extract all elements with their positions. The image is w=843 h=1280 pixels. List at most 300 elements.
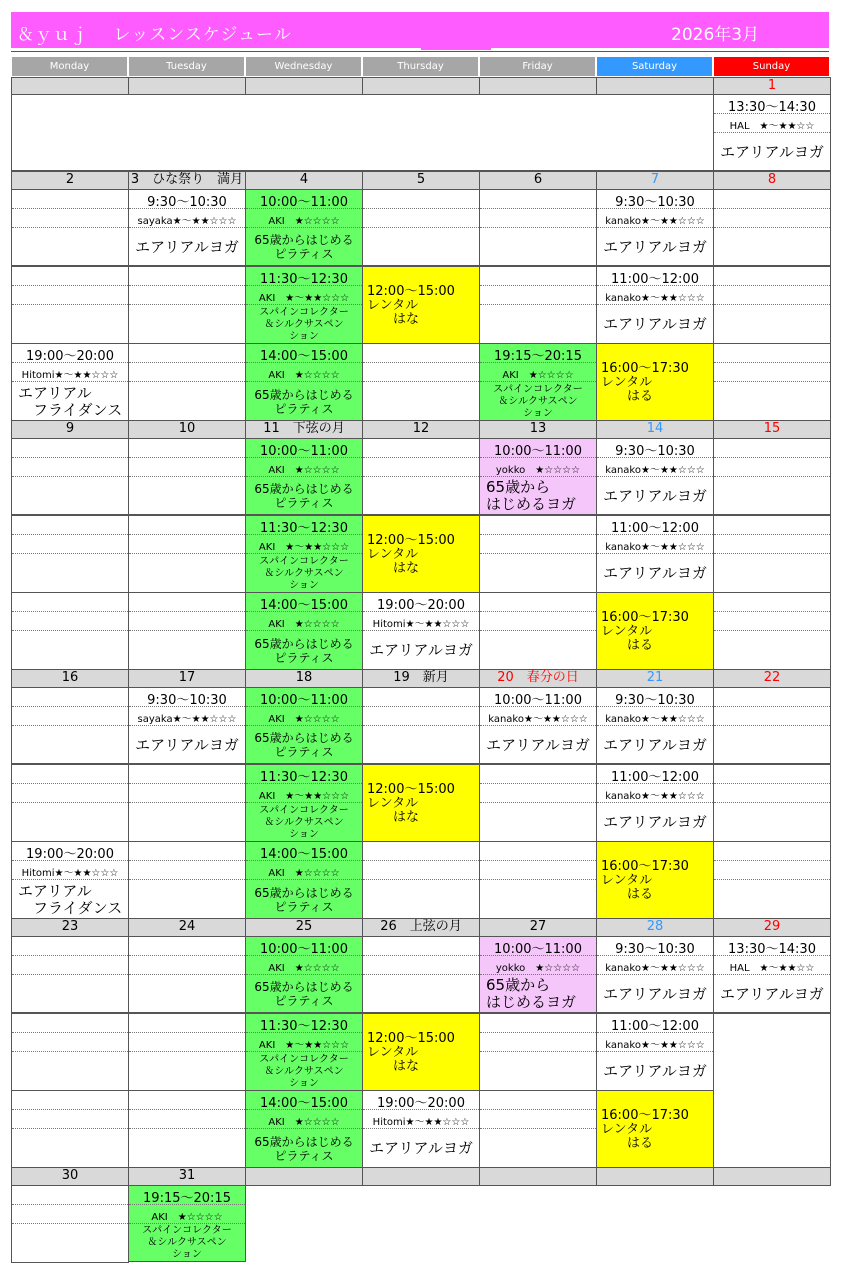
date-cell: 19 新月 — [362, 669, 480, 688]
dotted-divider — [12, 208, 128, 209]
page-title: ＆ｙｕｊ レッスンスケジュール — [17, 25, 292, 45]
empty-slot — [128, 764, 246, 842]
dotted-divider — [363, 227, 479, 228]
day-header-monday: Monday — [11, 56, 128, 77]
dotted-divider — [714, 611, 830, 612]
dotted-divider — [12, 955, 128, 956]
dotted-divider — [480, 783, 596, 784]
empty-slot — [713, 189, 831, 266]
lesson-block[interactable] — [596, 764, 714, 842]
empty-slot — [479, 515, 597, 593]
class-name: エアリアル フライダンス — [18, 383, 123, 419]
dotted-divider — [129, 476, 245, 477]
class-name: スパインコレクター ＆シルクサスペン ション — [493, 383, 583, 419]
dotted-divider — [714, 974, 830, 975]
date-cell: 10 — [128, 420, 246, 439]
instructor-level: AKI ★☆☆☆☆ — [502, 370, 574, 381]
lesson-time: 10:00～11:00 — [260, 195, 348, 210]
dotted-divider — [129, 362, 245, 363]
class-name: エアリアル フライダンス — [18, 881, 123, 917]
empty-slot — [479, 189, 597, 266]
lesson-block[interactable] — [245, 438, 363, 515]
date-cell: 2 — [11, 171, 129, 190]
instructor-level: AKI ★☆☆☆☆ — [268, 619, 340, 630]
instructor-level: kanako★～★★☆☆☆ — [605, 963, 705, 974]
lesson-block[interactable] — [362, 592, 480, 670]
dotted-divider — [246, 974, 362, 975]
dotted-divider — [714, 783, 830, 784]
instructor-level: kanako★～★★☆☆☆ — [605, 791, 705, 802]
dotted-divider — [246, 802, 362, 803]
date-cell: 13 — [479, 420, 597, 439]
rental-text: 16:00～17:30 レンタル はる — [601, 858, 689, 902]
instructor-level: AKI ★☆☆☆☆ — [268, 963, 340, 974]
dotted-divider — [12, 381, 128, 382]
class-name: 65歳から はじめるヨガ — [486, 478, 577, 513]
instructor-level: kanako★～★★☆☆☆ — [605, 216, 705, 227]
dotted-divider — [480, 802, 596, 803]
rental-block[interactable] — [596, 592, 714, 670]
lesson-time: 9:30～10:30 — [615, 693, 695, 708]
rental-block[interactable] — [596, 841, 714, 919]
class-name: エアリアルヨガ — [603, 315, 707, 333]
dotted-divider — [714, 860, 830, 861]
class-name: エアリアルヨガ — [135, 735, 239, 754]
empty-slot — [713, 687, 831, 764]
rental-block[interactable] — [362, 764, 480, 842]
day-header-saturday: Saturday — [596, 56, 713, 77]
empty-slot — [362, 841, 480, 919]
day-header-sunday: Sunday — [713, 56, 830, 77]
lesson-block[interactable] — [11, 343, 129, 421]
day-header-thursday: Thursday — [362, 56, 479, 77]
calendar-grid — [11, 56, 830, 1262]
empty-slot — [11, 687, 129, 764]
lesson-block[interactable] — [245, 515, 363, 593]
rental-text: 16:00～17:30 レンタル はる — [601, 360, 689, 404]
date-cell: 4 — [245, 171, 363, 190]
dotted-divider — [363, 381, 479, 382]
empty-slot — [713, 515, 831, 593]
instructor-level: AKI ★☆☆☆☆ — [268, 216, 340, 227]
dotted-divider — [12, 534, 128, 535]
rental-block[interactable] — [596, 343, 714, 421]
instructor-level: AKI ★☆☆☆☆ — [151, 1212, 223, 1223]
dotted-divider — [363, 208, 479, 209]
dotted-divider — [12, 879, 128, 880]
class-name: 65歳から はじめるヨガ — [486, 976, 577, 1011]
dotted-divider — [246, 1051, 362, 1052]
dotted-divider — [12, 725, 128, 726]
instructor-level: kanako★～★★☆☆☆ — [605, 1040, 705, 1051]
lesson-block[interactable] — [596, 266, 714, 344]
lesson-time: 19:00～20:00 — [26, 349, 114, 364]
dotted-divider — [12, 1051, 128, 1052]
lesson-block[interactable] — [713, 936, 831, 1013]
lesson-time: 14:00～15:00 — [260, 847, 348, 862]
lesson-time: 9:30～10:30 — [147, 195, 227, 210]
empty-slot — [11, 515, 129, 593]
dotted-divider — [714, 725, 830, 726]
class-name: エアリアルヨガ — [603, 564, 707, 582]
dotted-divider — [714, 304, 830, 305]
dotted-divider — [246, 227, 362, 228]
empty-slot — [11, 189, 129, 266]
date-cell: 11 下弦の月 — [245, 420, 363, 439]
empty-slot — [713, 343, 831, 421]
lesson-time: 19:00～20:00 — [377, 1096, 465, 1111]
lesson-block[interactable] — [596, 936, 714, 1013]
dotted-divider — [480, 725, 596, 726]
dotted-divider — [129, 611, 245, 612]
dotted-divider — [12, 802, 128, 803]
lesson-block[interactable] — [245, 343, 363, 421]
dotted-divider — [129, 630, 245, 631]
dotted-divider — [129, 553, 245, 554]
dotted-divider — [714, 534, 830, 535]
date-cell: 27 — [479, 918, 597, 937]
dotted-divider — [714, 362, 830, 363]
dotted-divider — [12, 285, 128, 286]
month-label: 2026年3月 — [671, 25, 760, 45]
dotted-divider — [12, 553, 128, 554]
lesson-time: 11:00～12:00 — [611, 770, 699, 785]
empty-slot — [362, 343, 480, 421]
lesson-block[interactable] — [713, 1013, 831, 1168]
class-name: 65歳からはじめる ピラティス — [254, 387, 354, 416]
dotted-divider — [129, 974, 245, 975]
dotted-divider — [480, 285, 596, 286]
lesson-time: 19:00～20:00 — [26, 847, 114, 862]
dotted-divider — [597, 974, 713, 975]
dotted-divider — [714, 706, 830, 707]
dotted-divider — [12, 304, 128, 305]
dotted-divider — [480, 630, 596, 631]
date-cell: 22 — [713, 669, 831, 688]
dotted-divider — [363, 974, 479, 975]
date-cell: 5 — [362, 171, 480, 190]
dotted-divider — [129, 879, 245, 880]
date-cell: 15 — [713, 420, 831, 439]
empty-slot — [128, 343, 246, 421]
instructor-level: kanako★～★★☆☆☆ — [605, 465, 705, 476]
lesson-block[interactable] — [11, 841, 129, 919]
dotted-divider — [480, 1032, 596, 1033]
rental-block[interactable] — [362, 266, 480, 344]
dotted-divider — [129, 1128, 245, 1129]
lesson-block[interactable] — [245, 266, 363, 344]
lesson-block[interactable] — [713, 94, 831, 171]
lesson-block[interactable] — [479, 687, 597, 764]
lesson-block[interactable] — [245, 764, 363, 842]
lesson-block[interactable] — [596, 687, 714, 764]
dotted-divider — [714, 630, 830, 631]
date-cell: 17 — [128, 669, 246, 688]
empty-slot — [362, 687, 480, 764]
dotted-divider — [363, 725, 479, 726]
empty-slot — [11, 764, 129, 842]
class-name: スパインコレクター ＆シルクサスペン ション — [259, 1053, 349, 1089]
dotted-divider — [246, 304, 362, 305]
dotted-divider — [363, 706, 479, 707]
class-name: エアリアルヨガ — [135, 237, 239, 256]
lesson-block[interactable] — [245, 189, 363, 266]
instructor-level: kanako★～★★☆☆☆ — [605, 542, 705, 553]
dotted-divider — [480, 553, 596, 554]
rental-text: 12:00～15:00 レンタル はな — [367, 532, 455, 576]
empty-slot — [11, 936, 129, 1013]
dotted-divider — [12, 1109, 128, 1110]
empty-slot — [11, 266, 129, 344]
date-cell: 1 — [713, 77, 831, 96]
dotted-divider — [129, 802, 245, 803]
dotted-divider — [12, 1223, 128, 1224]
empty-slot — [11, 1013, 129, 1091]
dotted-divider — [480, 534, 596, 535]
rental-text: 16:00～17:30 レンタル はる — [601, 609, 689, 653]
lesson-time: 9:30～10:30 — [615, 195, 695, 210]
dotted-divider — [129, 1051, 245, 1052]
dotted-divider — [480, 1109, 596, 1110]
dotted-divider — [246, 630, 362, 631]
date-cell: 24 — [128, 918, 246, 937]
dotted-divider — [714, 476, 830, 477]
date-cell: 14 — [596, 420, 714, 439]
lesson-time: 9:30～10:30 — [147, 693, 227, 708]
instructor-level: kanako★～★★☆☆☆ — [605, 714, 705, 725]
date-cell: 18 — [245, 669, 363, 688]
date-cell — [479, 1167, 597, 1186]
dotted-divider — [597, 553, 713, 554]
dotted-divider — [597, 227, 713, 228]
lesson-block[interactable] — [128, 687, 246, 764]
dotted-divider — [363, 955, 479, 956]
dotted-divider — [597, 725, 713, 726]
date-cell: 21 — [596, 669, 714, 688]
dotted-divider — [12, 227, 128, 228]
instructor-level: AKI ★☆☆☆☆ — [268, 714, 340, 725]
lesson-block[interactable] — [362, 1090, 480, 1168]
rental-block[interactable] — [362, 1013, 480, 1091]
empty-slot — [128, 266, 246, 344]
date-cell: 31 — [128, 1167, 246, 1186]
dotted-divider — [129, 955, 245, 956]
dotted-divider — [12, 476, 128, 477]
divider — [11, 51, 829, 52]
dotted-divider — [480, 381, 596, 382]
empty-slot — [713, 438, 831, 515]
dotted-divider — [129, 860, 245, 861]
empty-slot — [713, 592, 831, 670]
date-cell — [362, 1167, 480, 1186]
empty-slot — [11, 438, 129, 515]
date-cell: 20 春分の日 — [479, 669, 597, 688]
dotted-divider — [480, 974, 596, 975]
dotted-divider — [12, 1204, 128, 1205]
instructor-level: AKI ★～★★☆☆☆ — [258, 542, 350, 553]
dotted-divider — [480, 1128, 596, 1129]
dotted-divider — [129, 783, 245, 784]
dotted-divider — [129, 534, 245, 535]
lesson-time: 11:30～12:30 — [260, 272, 348, 287]
lesson-time: 19:00～20:00 — [377, 598, 465, 613]
dotted-divider — [12, 1032, 128, 1033]
lesson-block[interactable] — [128, 189, 246, 266]
empty-slot — [128, 841, 246, 919]
instructor-level: Hitomi★～★★☆☆☆ — [372, 619, 470, 630]
lesson-block[interactable] — [596, 1013, 714, 1091]
date-cell: 8 — [713, 171, 831, 190]
dotted-divider — [714, 802, 830, 803]
instructor-level: yokko ★☆☆☆☆ — [495, 465, 581, 476]
dotted-divider — [480, 208, 596, 209]
lesson-time: 10:00～11:00 — [494, 444, 582, 459]
instructor-level: sayaka★～★★☆☆☆ — [137, 216, 237, 227]
instructor-level: Hitomi★～★★☆☆☆ — [372, 1117, 470, 1128]
dotted-divider — [714, 208, 830, 209]
dotted-divider — [246, 381, 362, 382]
lesson-block[interactable] — [245, 592, 363, 670]
class-name: エアリアルヨガ — [603, 813, 707, 831]
date-cell — [713, 1167, 831, 1186]
lesson-time: 10:00～11:00 — [260, 942, 348, 957]
dotted-divider — [480, 879, 596, 880]
lesson-time: 11:30～12:30 — [260, 770, 348, 785]
date-cell: 3 ひな祭り 満月 — [128, 171, 246, 190]
empty-slot — [11, 592, 129, 670]
instructor-level: kanako★～★★☆☆☆ — [605, 293, 705, 304]
rental-text: 16:00～17:30 レンタル はる — [601, 1107, 689, 1151]
dotted-divider — [480, 860, 596, 861]
empty-slot — [479, 592, 597, 670]
dotted-divider — [597, 1051, 713, 1052]
dotted-divider — [129, 457, 245, 458]
class-name: エアリアルヨガ — [369, 641, 473, 659]
class-name: エアリアルヨガ — [486, 735, 590, 754]
date-cell — [245, 1167, 363, 1186]
lesson-block[interactable] — [245, 841, 363, 919]
lesson-block[interactable] — [596, 515, 714, 593]
dotted-divider — [363, 879, 479, 880]
empty-slot — [11, 1185, 129, 1263]
class-name: 65歳からはじめる ピラティス — [254, 731, 354, 759]
day-header-tuesday: Tuesday — [128, 56, 245, 77]
date-cell: 23 — [11, 918, 129, 937]
date-cell: 29 — [713, 918, 831, 937]
rental-block[interactable] — [596, 1090, 714, 1168]
empty-slot — [128, 936, 246, 1013]
class-name: スパインコレクター ＆シルクサスペン ション — [142, 1225, 232, 1260]
lesson-block[interactable] — [479, 343, 597, 421]
instructor-level: HAL ★～★★☆☆ — [729, 963, 815, 974]
dotted-divider — [129, 1032, 245, 1033]
instructor-level: AKI ★☆☆☆☆ — [268, 465, 340, 476]
dotted-divider — [129, 227, 245, 228]
dotted-divider — [597, 476, 713, 477]
dotted-divider — [12, 974, 128, 975]
dotted-divider — [363, 860, 479, 861]
empty-slot — [479, 1090, 597, 1168]
lesson-block[interactable] — [245, 936, 363, 1013]
rental-text: 12:00～15:00 レンタル はな — [367, 283, 455, 327]
lesson-block[interactable] — [245, 1090, 363, 1168]
dotted-divider — [129, 381, 245, 382]
lesson-block[interactable] — [245, 1013, 363, 1091]
lesson-block[interactable] — [245, 687, 363, 764]
dotted-divider — [129, 285, 245, 286]
dotted-divider — [12, 457, 128, 458]
instructor-level: kanako★～★★☆☆☆ — [488, 714, 588, 725]
instructor-level: AKI ★☆☆☆☆ — [268, 1117, 340, 1128]
date-cell — [596, 1167, 714, 1186]
class-name: エアリアルヨガ — [603, 237, 707, 256]
dotted-divider — [12, 1128, 128, 1129]
dotted-divider — [246, 553, 362, 554]
empty-slot — [128, 438, 246, 515]
dotted-divider — [714, 285, 830, 286]
empty-slot — [713, 764, 831, 842]
dotted-divider — [129, 1223, 245, 1224]
class-name: エアリアルヨガ — [603, 735, 707, 754]
date-cell: 26 上弦の月 — [362, 918, 480, 937]
dotted-divider — [246, 725, 362, 726]
lesson-time: 19:15～20:15 — [143, 1191, 231, 1206]
date-cell: 30 — [11, 1167, 129, 1186]
lesson-block[interactable] — [479, 438, 597, 515]
instructor-level: HAL ★～★★☆☆ — [729, 121, 815, 132]
class-name: 65歳からはじめる ピラティス — [254, 636, 354, 665]
lesson-block[interactable] — [596, 189, 714, 266]
date-cell: 6 — [479, 171, 597, 190]
dotted-divider — [246, 1128, 362, 1129]
class-name: 65歳からはじめる ピラティス — [254, 233, 354, 261]
dotted-divider — [714, 879, 830, 880]
lesson-block[interactable] — [479, 936, 597, 1013]
instructor-level: sayaka★～★★☆☆☆ — [137, 714, 237, 725]
date-cell: 28 — [596, 918, 714, 937]
lesson-time: 14:00～15:00 — [260, 598, 348, 613]
class-name: エアリアルヨガ — [603, 486, 707, 505]
rental-block[interactable] — [362, 515, 480, 593]
empty-slot — [128, 515, 246, 593]
dotted-divider — [12, 611, 128, 612]
dotted-divider — [363, 1128, 479, 1129]
dotted-divider — [714, 381, 830, 382]
date-cell: 12 — [362, 420, 480, 439]
empty-slot — [362, 438, 480, 515]
lesson-time: 10:00～11:00 — [260, 444, 348, 459]
title-banner — [11, 12, 829, 48]
dotted-divider — [363, 362, 479, 363]
empty-slot — [11, 1090, 129, 1168]
lesson-time: 11:00～12:00 — [611, 1019, 699, 1034]
lesson-time: 11:30～12:30 — [260, 521, 348, 536]
dotted-divider — [12, 706, 128, 707]
dotted-divider — [714, 457, 830, 458]
date-cell: 7 — [596, 171, 714, 190]
class-name: エアリアルヨガ — [720, 142, 824, 161]
dotted-divider — [363, 457, 479, 458]
dotted-divider — [480, 304, 596, 305]
day-header-wednesday: Wednesday — [245, 56, 362, 77]
class-name: スパインコレクター ＆シルクサスペン ション — [259, 804, 349, 840]
lesson-block[interactable] — [128, 1185, 246, 1262]
lesson-block[interactable] — [596, 438, 714, 515]
empty-slot — [479, 841, 597, 919]
rental-text: 12:00～15:00 レンタル はな — [367, 781, 455, 825]
dotted-divider — [129, 1109, 245, 1110]
empty-slot — [128, 1090, 246, 1168]
